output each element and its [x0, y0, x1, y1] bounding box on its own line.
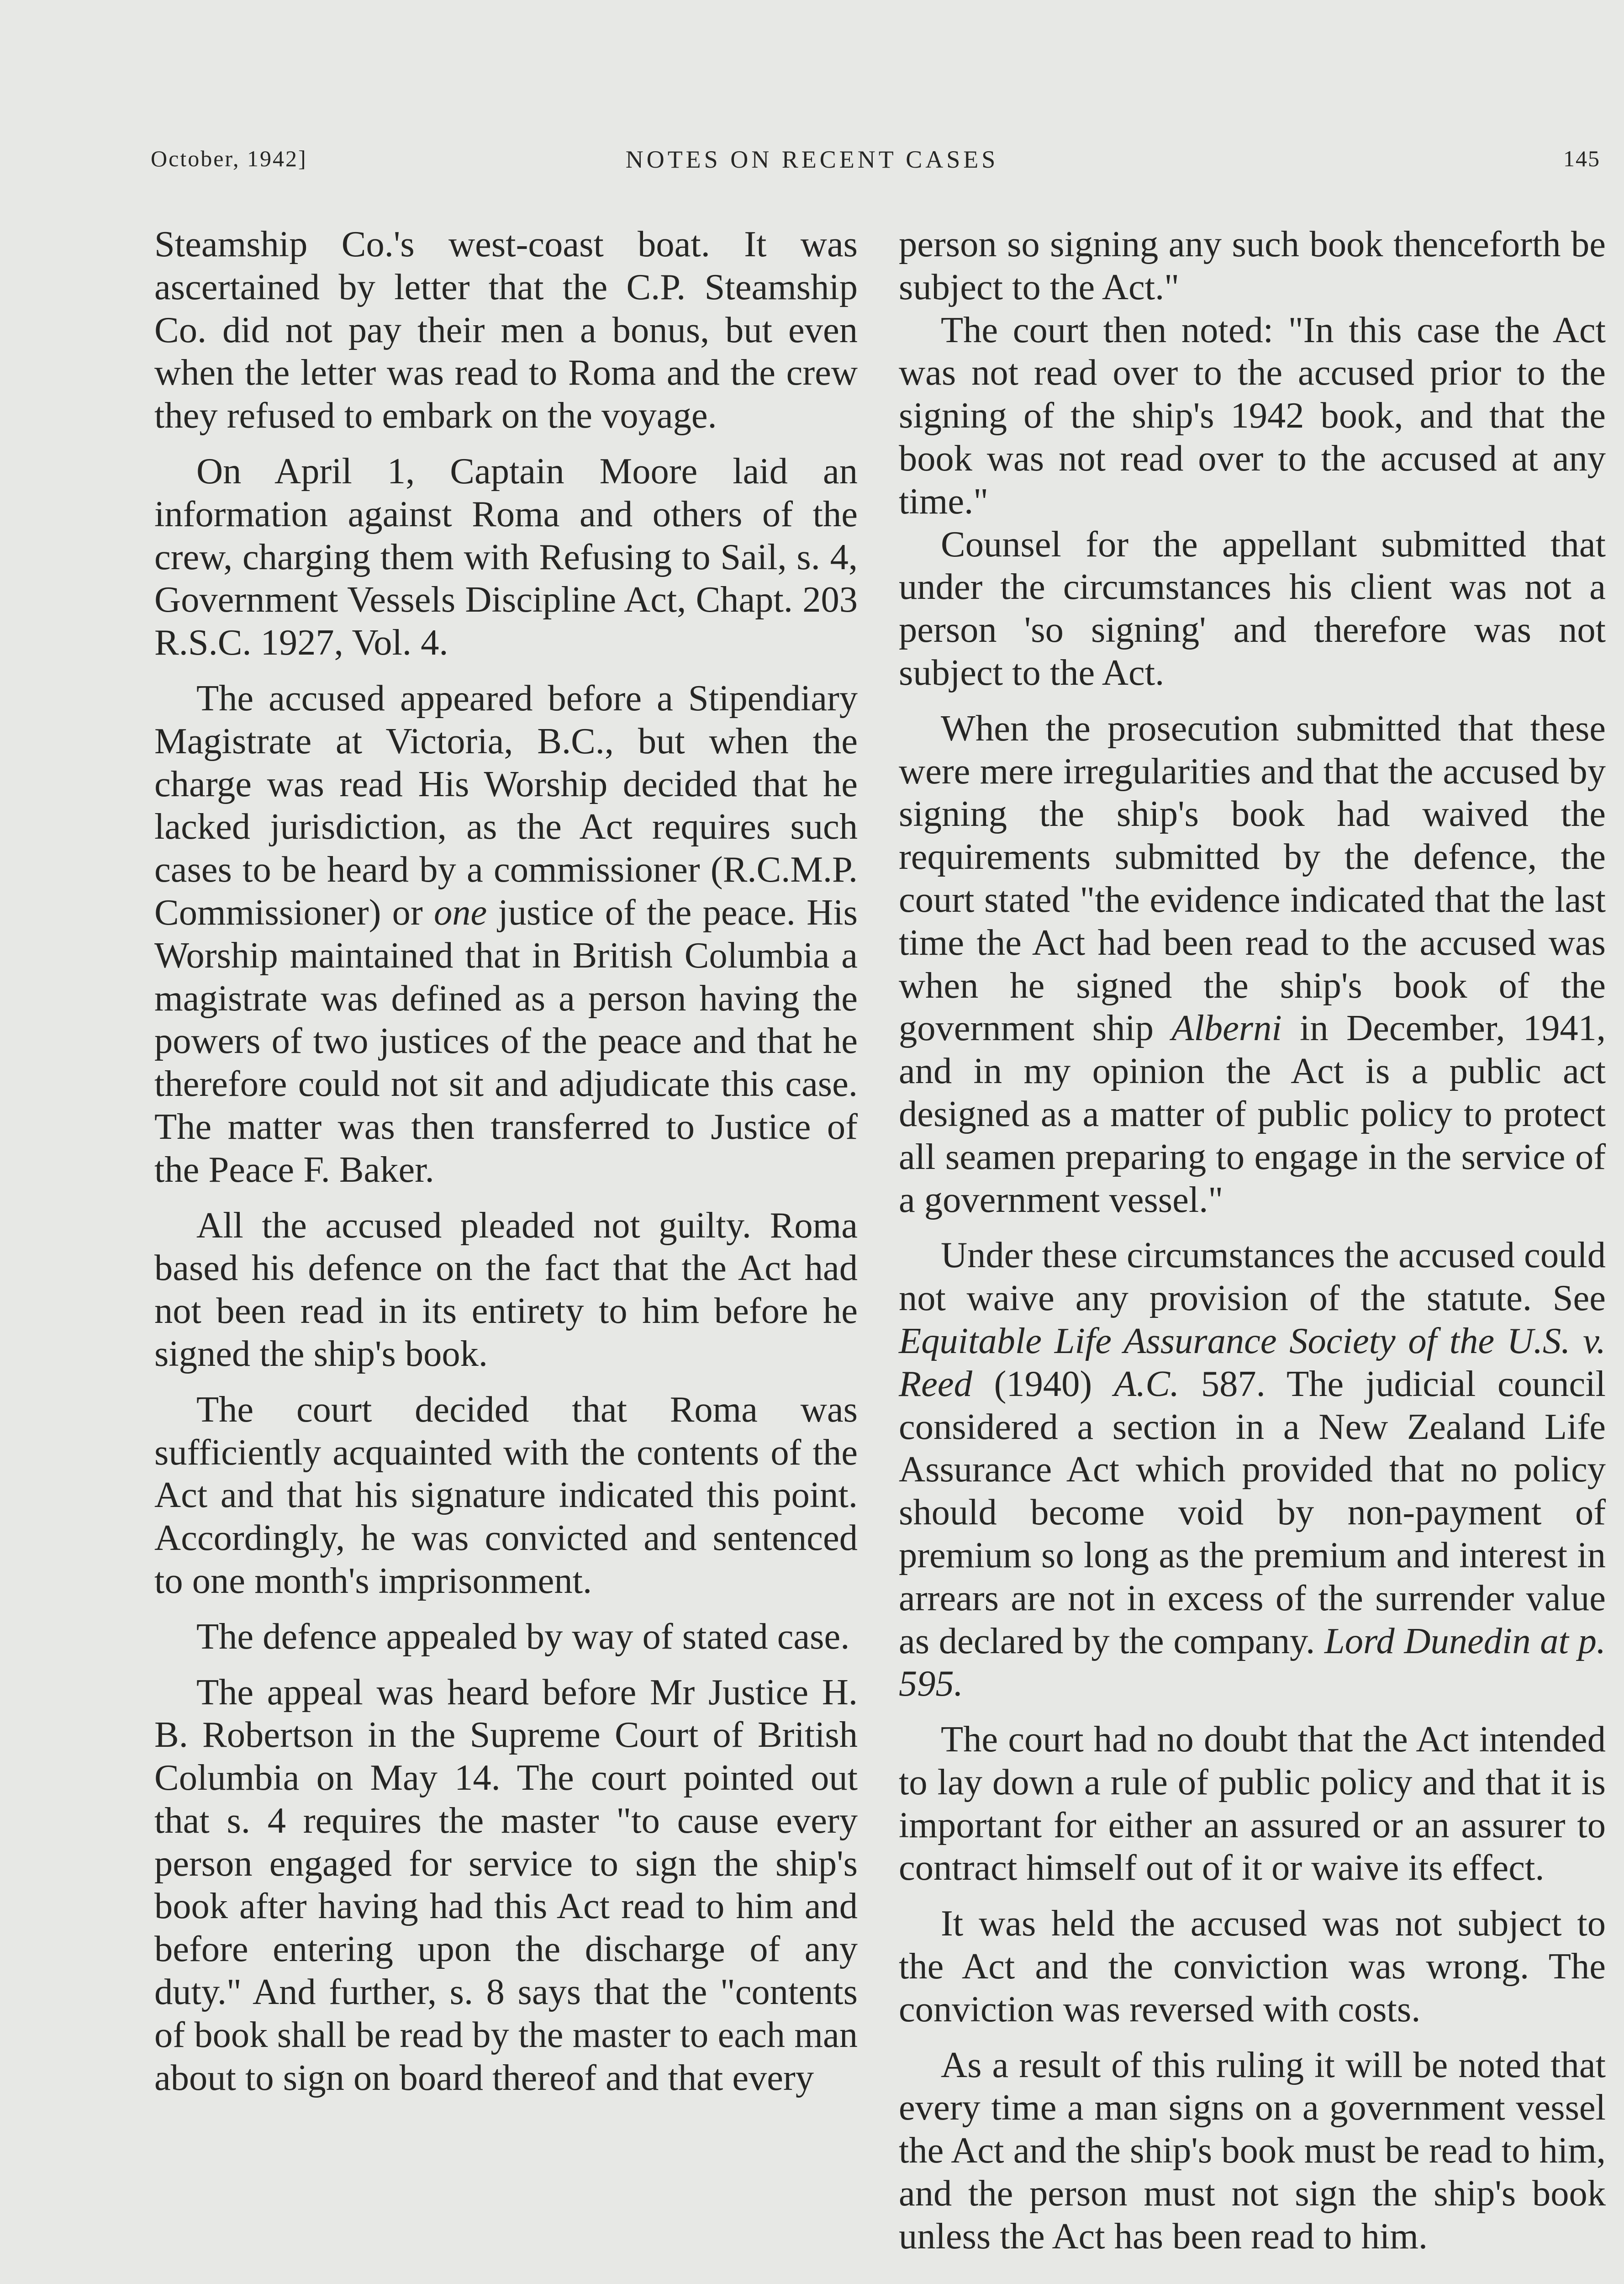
paragraph: On April 1, Captain Moore laid an information against Roma and others of the crew, charging them with Refusing to Sail, s. 4, Government Vessels Discipline Act, Chapt. 203 R.S.C. 1927, Vol. 4. [154, 450, 858, 663]
page-number: 145 [1563, 146, 1600, 171]
paragraph: person so signing any such book thenceforth be subject to the Act." [899, 224, 1606, 307]
text-run: The accused appeared before a Stipendiary Magistrate at Victoria, B.C., but when the charge was read His Worship decided that he lacked jurisdiction, as the Act requires such cases to be heard by a commissioner (R.C.M.P. Commissioner) or [154, 677, 858, 933]
text-run: When the prosecution submitted that these were mere irregularities and that the accused by signing the ship's book had waived the requirements submitted by the defence, the court stated "the evidence indicated that the last time the Act had been read to the accused was when he signed the ship's book of the government ship [899, 708, 1606, 1049]
text-run: justice of the peace. His Worship maintained that in British Columbia a magistrate was defined as a person having the powers of two justices of the peace and that he therefore could not sit and adjudicate this case. The matter was then transferred to Justice of the Peace F. Baker. [154, 892, 858, 1190]
italic-text: Alberni [1171, 1008, 1282, 1049]
issue-date: October, 1942] [151, 146, 307, 171]
text-run: 587. The judicial council considered a section in a New Zealand Life Assurance Act which provided that no policy should become void by non-payment of premium so long as the premium and interest in arrears are not in excess of the surrender value as declared by the company. [899, 1363, 1606, 1661]
text-run: in December, 1941, and in my opinion the Act is a public act designed as a matter of public policy to protect all seamen preparing to engage in the service of a government vessel." [899, 1008, 1606, 1220]
paragraph: Counsel for the appellant submitted that under the circumstances his client was not a person 'so signing' and therefore was not subject to the Act. [899, 523, 1606, 693]
paragraph: The court decided that Roma was sufficiently acquainted with the contents of the Act and that his signature indicated this point. Accordingly, he was convicted and sentenced to one month's imprisonment. [154, 1389, 858, 1601]
text-run: Under these circumstances the accused could not waive any provision of the statute. See [899, 1235, 1606, 1319]
italic-text: Equitable Life Assurance Society of the U.S. v. Reed [899, 1320, 1606, 1404]
left-column [154, 223, 858, 2099]
paragraph: All the accused pleaded not guilty. Roma based his defence on the fact that the Act had not been read in its entirety to him before he signed the ship's book. [154, 1205, 858, 1374]
paragraph: The court then noted: "In this case the Act was not read over to the accused prior to the signing of the ship's 1942 book, and that the book was not read over to the accused at any time." [899, 309, 1606, 522]
italic-text: one [433, 892, 487, 933]
paragraph: The court had no doubt that the Act intended to lay down a rule of public policy and that it is important for either an assured or an assurer to contract himself out of it or waive its effect. [899, 1719, 1606, 1888]
paragraph: It was held the accused was not subject to the Act and the conviction was wrong. The conviction was reversed with costs. [899, 1903, 1606, 2030]
right-column [899, 223, 1606, 2271]
paragraph [899, 1234, 1606, 1705]
running-head [0, 145, 1624, 182]
paragraph: As a result of this ruling it will be noted that every time a man signs on a government vessel the Act and the ship's book must be read to him, and the person must not sign the ship's book unless the Act has been read to him. [899, 2044, 1606, 2257]
section-title: NOTES ON RECENT CASES [625, 146, 999, 173]
paragraph [899, 707, 1606, 1221]
italic-text: A.C. [1113, 1363, 1180, 1404]
paragraph: The appeal was heard before Mr Justice H. B. Robertson in the Supreme Court of British Columbia on May 14. The court pointed out that s. 4 requires the master "to cause every person engaged for service to sign the ship's book after having had this Act read to him and before entering upon the discharge of any duty." And further, s. 8 says that the "contents of book shall be read by the master to each man about to sign on board thereof and that every [154, 1671, 858, 2098]
text-run: (1940) [972, 1363, 1114, 1404]
paragraph: Steamship Co.'s west-coast boat. It was ascertained by letter that the C.P. Steamship Co. did not pay their men a bonus, but even when the letter was read to Roma and the crew they refused to embark on the voyage. [154, 224, 858, 436]
paragraph: The defence appealed by way of stated case. [196, 1616, 850, 1657]
italic-text: Lord Dunedin at p. 595. [899, 1620, 1606, 1704]
paragraph [154, 677, 858, 1191]
